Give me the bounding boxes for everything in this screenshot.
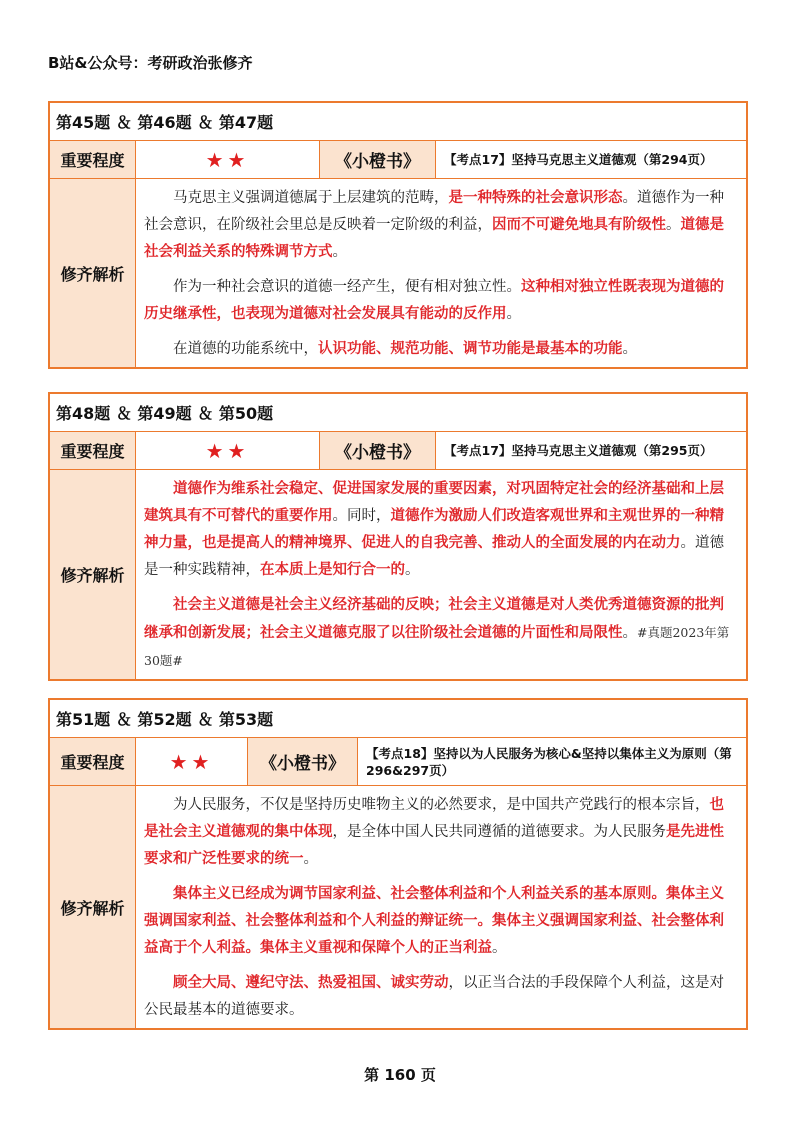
- analysis-paragraph: [144, 881, 738, 962]
- highlight-text: 因而不可避免地具有阶级性: [492, 217, 666, 233]
- book-name: 《小橙书》: [320, 141, 436, 178]
- importance-row: [50, 141, 746, 179]
- importance-label: 重要程度: [50, 432, 136, 469]
- block-title: 第51题 ＆ 第52题 ＆ 第53题: [50, 700, 746, 738]
- analysis-row: [50, 470, 746, 679]
- kaodian-label: 【考点18】坚持以为人民服务为核心&坚持以集体主义为原则（第296&297页）: [366, 745, 732, 778]
- book-name: 《小橙书》: [320, 432, 436, 469]
- importance-row: [50, 432, 746, 470]
- body-text: 。同时，: [332, 508, 391, 524]
- analysis-paragraph: [144, 185, 738, 266]
- highlight-text: 道德作为维系社会稳定、促进国家发展的重要因素，对巩固特定社会的经济基础和上层建筑具有不可替代的重要作用: [144, 481, 724, 524]
- star-rating: ★★: [136, 738, 248, 785]
- star-rating: ★★: [136, 432, 320, 469]
- analysis-paragraph: [144, 274, 738, 328]
- analysis-paragraph: [144, 336, 738, 363]
- analysis-row: [50, 179, 746, 367]
- highlight-text: 是先进性要求和广泛性要求的统一: [144, 824, 724, 867]
- highlight-text: 认识功能、规范功能、调节功能是最基本的功能: [318, 341, 623, 357]
- body-text: 。道德是一种实践精神，: [144, 535, 724, 578]
- body-text: 。: [405, 562, 420, 578]
- analysis-label: 修齐解析: [50, 179, 136, 367]
- highlight-text: 道德是社会利益关系的特殊调节方式: [144, 217, 724, 260]
- analysis-body: [136, 470, 746, 679]
- highlight-text: 也是社会主义道德观的集中体现: [144, 797, 724, 840]
- highlight-text: 社会主义道德是社会主义经济基础的反映；社会主义道德是对人类优秀道德资源的批判继承和创新发展；社会主义道德克服了以往阶级社会道德的片面性和局限性: [144, 597, 724, 641]
- body-text: 作为一种社会意识的道德一经产生，便有相对独立性。: [173, 279, 521, 295]
- body-text: 。: [492, 940, 507, 956]
- question-block-48-50: [48, 392, 748, 681]
- importance-row: [50, 738, 746, 786]
- analysis-label: 修齐解析: [50, 786, 136, 1028]
- question-block-51-53: [48, 698, 748, 1030]
- body-text: 在道德的功能系统中，: [173, 341, 318, 357]
- analysis-body: [136, 179, 746, 367]
- block-title: 第45题 ＆ 第46题 ＆ 第47题: [50, 103, 746, 141]
- analysis-paragraph: [144, 970, 738, 1024]
- page-number: 第 160 页: [364, 1066, 436, 1084]
- question-block-45-47: [48, 101, 748, 369]
- exam-note: #真题2023年第30题#: [144, 625, 730, 668]
- highlight-text: 道德作为激励人们改造客观世界和主观世界的一种精神力量，也是提高人的精神境界、促进人的自我完善、推动人的全面发展的内在动力: [144, 508, 724, 551]
- analysis-paragraph: [144, 592, 738, 675]
- body-text: ，是全体中国人民共同遵循的道德要求。为人民服务: [332, 824, 666, 840]
- body-text: 。: [622, 341, 637, 357]
- highlight-text: 在本质上是知行合一的: [260, 562, 405, 578]
- star-rating: ★★: [136, 141, 320, 178]
- body-text: 。道德作为一种社会意识，在阶级社会里总是反映着一定阶级的利益，: [144, 190, 724, 233]
- book-name: 《小橙书》: [248, 738, 358, 785]
- highlight-text: 集体主义已经成为调节国家利益、社会整体利益和个人利益关系的基本原则。集体主义强调国家利益、社会整体利益和个人利益的辩证统一。集体主义强调国家利益、社会整体利益高于个人利益。集体主义重视和保障个人的正当利益: [144, 886, 724, 956]
- analysis-row: [50, 786, 746, 1028]
- analysis-paragraph: [144, 792, 738, 873]
- body-text: 为人民服务，不仅是坚持历史唯物主义的必然要求，是中国共产党践行的根本宗旨，: [173, 797, 710, 813]
- body-text: 。: [666, 217, 681, 233]
- importance-label: 重要程度: [50, 141, 136, 178]
- kaodian-label: 【考点17】坚持马克思主义道德观（第295页）: [444, 443, 713, 458]
- analysis-body: [136, 786, 746, 1028]
- body-text: 。: [506, 306, 521, 322]
- body-text: 。: [332, 244, 347, 260]
- importance-label: 重要程度: [50, 738, 136, 785]
- analysis-paragraph: [144, 476, 738, 584]
- highlight-text: 这种相对独立性既表现为道德的历史继承性，也表现为道德对社会发展具有能动的反作用: [144, 279, 724, 322]
- kaodian-label: 【考点17】坚持马克思主义道德观（第294页）: [444, 152, 713, 167]
- highlight-text: 顾全大局、遵纪守法、热爱祖国、诚实劳动: [173, 975, 449, 991]
- body-text: 马克思主义强调道德属于上层建筑的范畴，: [173, 190, 449, 206]
- analysis-label: 修齐解析: [50, 470, 136, 679]
- body-text: ，以正当合法的手段保障个人利益，这是对公民最基本的道德要求。: [144, 975, 724, 1018]
- body-text: 。: [622, 625, 637, 641]
- body-text: 。: [303, 851, 318, 867]
- header-text: B站&公众号：考研政治张修齐: [48, 54, 253, 72]
- highlight-text: 是一种特殊的社会意识形态: [448, 190, 623, 206]
- block-title: 第48题 ＆ 第49题 ＆ 第50题: [50, 394, 746, 432]
